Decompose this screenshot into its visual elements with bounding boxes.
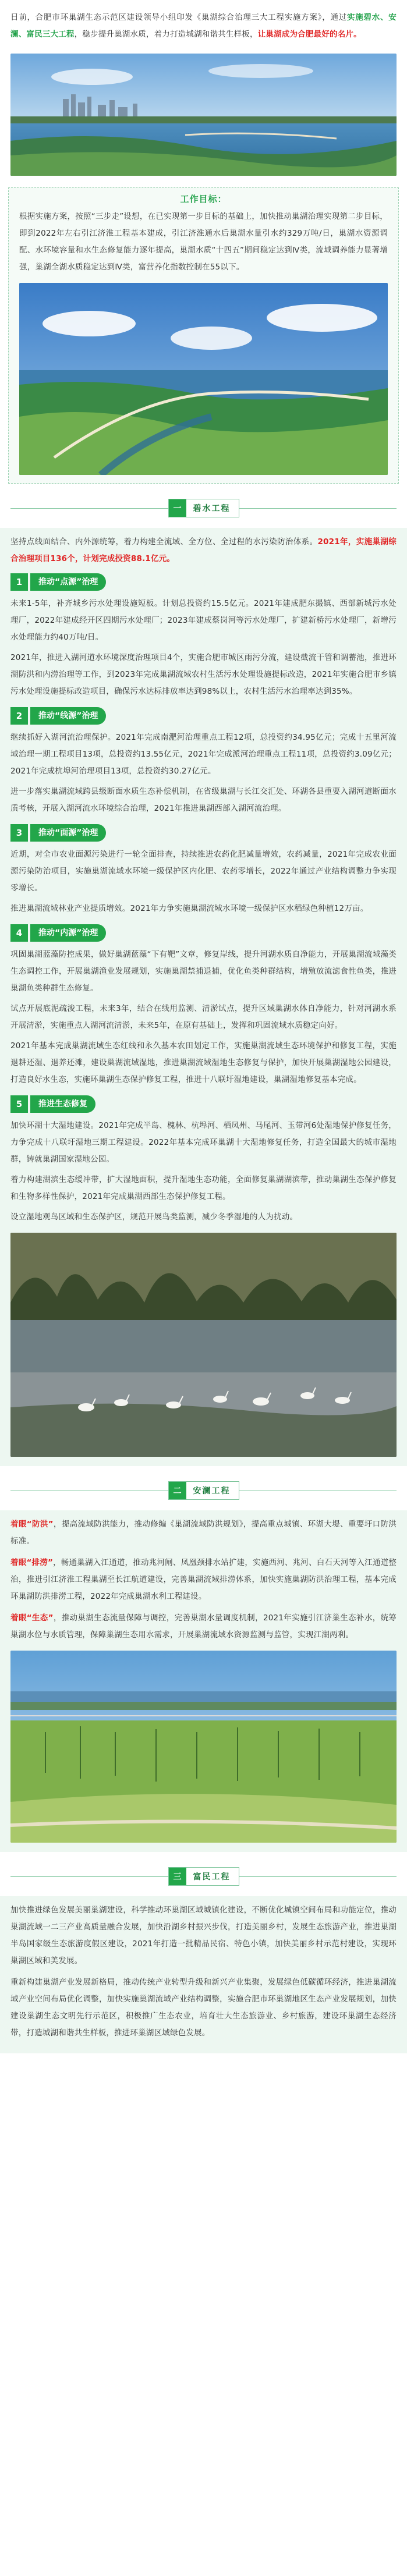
internal-source-paragraph-1: 巩固巢湖蓝藻防控成果，做好巢湖蓝藻“下有靶”文章，修复岸线，提升河湖水质自净能力，开展巢湖流域藻类生态调控工作，开展巢湖渔业发展规划，实施巢湖禁捕退捕，优化鱼类种群结构，增殖放流滤食性鱼类，推进巢湖鱼类种群生态修复。 (10, 950, 397, 993)
drainage-text: ，畅通巢湖入江通道，推动兆河闸、凤凰颈排水站扩建，实施西河、兆河、白石天河等入江通道整治，推进引江济淮工程巢湖至长江航道建设，完善巢湖流域排涝体系，加快实施巢湖防洪治理工程，基本完成环巢湖防洪排涝工程，2022年完成巢湖水利工程建设。 (10, 1558, 397, 1601)
lake-city-photo (10, 54, 397, 176)
section-divider-left (10, 508, 168, 509)
prosperity-paragraph-1: 加快推进绿色发展美丽巢湖建设，科学推动环巢湖区域城镇化建设，不断优化城镇空间布局和功能定位，推动巢湖流域一二三产业高质量融合发展，加快沿湖乡村振兴步伐，打造美丽乡村，发展生态旅游产业，推进巢湖半岛国家级生态旅游度假区建设，2021年打造一批精品民宿、特色小镇，加快美丽乡村示范村建设，实现环巢湖区域和美发展。 (10, 1906, 397, 1965)
subhead-point-source (10, 573, 397, 591)
section-3-badge (168, 1867, 239, 1886)
drainage-lead: 着眼“排涝” (10, 1558, 54, 1567)
embankment-illustration (10, 1651, 397, 1843)
section-1-header (10, 496, 397, 520)
work-goals-frame (8, 187, 399, 484)
subhead-internal-source (10, 924, 397, 942)
subhead-5-title: 推进生态修复 (30, 1095, 95, 1113)
intro-paragraph (10, 9, 397, 43)
section-3-header (10, 1865, 397, 1888)
subhead-2-number: 2 (10, 707, 28, 725)
subhead-5-number: 5 (10, 1095, 28, 1113)
intro-mid-text: ，稳步提升巢湖水质，着力打造城湖和谐共生样板， (74, 30, 258, 39)
intro-green-highlight: 实施碧水、安澜、富民三大工程 (10, 13, 397, 39)
section-divider-right (239, 1876, 397, 1877)
internal-source-paragraph-2: 试点开展底泥疏浚工程，未来3年，结合在线用监测、清淤试点，提升区域巢湖水体自净能力，针对河湖水系开展清淤，实施重点人湖河流清淤，未来5年，在原有基础上，发挥和巩固流域水质稳定向好。 (10, 1004, 397, 1030)
section-2-body (0, 1510, 407, 1852)
subhead-4-number: 4 (10, 924, 28, 942)
internal-source-paragraph-3: 2021年基本完成巢湖流域生态红线和永久基本农田划定工作，实施巢湖流域生态环境保护和修复工程，实施退耕还湿、退养还滩，建设巢湖流域湿地，推进巢湖流域湿地生态修复与保护，加快开展巢湖湿地公园建设，打造良好水生态，实施环巢湖生态保护修复工程，推进十八联圩湿地建设，巢湖湿地修复基本完成。 (10, 1041, 397, 1084)
ecology-paragraph (10, 1610, 397, 1644)
subhead-4-title: 推动“内源”治理 (30, 924, 106, 942)
eco-restoration-paragraph-3: 设立湿地观鸟区域和生态保护区，规范开展鸟类监测，减少冬季湿地的人为扰动。 (10, 1212, 298, 1222)
lake-city-illustration (10, 54, 397, 176)
wetland-aerial-photo (19, 283, 388, 475)
flood-control-text: ，提高流域防洪能力，推动修编《巢湖流域防洪规划》，提高重点城镇、环湖大堤、重要圩口防洪标准。 (10, 1520, 397, 1546)
section-1-number: 一 (169, 499, 186, 517)
wetland-aerial-illustration (19, 283, 388, 475)
line-source-paragraph-1: 继续抓好入湖河流治理保护。2021年完成南淝河治理重点工程12项，总投资约34.95亿元；完成十五里河流域治理一期工程项目13项，总投资约13.55亿元，2021年完成派河治理重点工程11项，总投资约3.09亿元；2021年完成杭埠河治理项目13项，总投资约30.27亿元。 (10, 733, 397, 776)
egrets-wetland-photo (10, 1233, 397, 1457)
area-source-paragraph-2: 推进巢湖流域林业产业提质增效。2021年力争实施巢湖流域水环境一级保护区水稻绿色种植12万亩。 (10, 904, 369, 913)
point-source-paragraph-1: 未来1-5年，补齐城乡污水处理设施短板。计划总投资约15.5亿元。2021年建成肥东撮镇、西部新城污水处理厂，2022年建成经开区四期污水处理厂；2023年建成蔡岗河等污水处理厂，扩建新桥污水处理厂，新增污水处理能力约40万吨/日。 (10, 599, 397, 642)
embankment-photo (10, 1651, 397, 1843)
drainage-paragraph (10, 1555, 397, 1605)
section-1-intro-highlight: 2021年，实施巢湖综合治理项目136个，计划完成投资88.1亿元。 (10, 537, 397, 563)
subhead-2-title: 推动“线源”治理 (30, 707, 106, 725)
section-3-number: 三 (169, 1868, 186, 1885)
flood-control-lead: 着眼“防洪” (10, 1520, 54, 1529)
section-2-header (10, 1479, 397, 1502)
section-2-badge (168, 1481, 239, 1500)
area-source-paragraph-1: 近期，对全市农业面源污染进行一轮全面排查，持续推进农药化肥减量增效，农药减量，2021年完成农业面源污染防治项目，实施巢湖流域水环境一级保护区内化肥、农药零增长，2022年通过产业结构调整力争实现零增长。 (10, 850, 397, 893)
section-2-number: 二 (169, 1482, 186, 1499)
section-1-body (0, 528, 407, 1466)
eco-restoration-paragraph-2: 着力构建湖滨生态缓冲带，扩大湿地面积，提升湿地生态功能，全面修复巢湖湖滨带，推动巢湖生态保护修复和生物多样性保护，2021年完成巢湖西部生态保护修复工程。 (10, 1175, 397, 1201)
subhead-1-number: 1 (10, 573, 28, 591)
subhead-eco-restoration (10, 1095, 397, 1113)
section-1-intro-text: 坚持点线面结合、内外源统筹，着力构建全流域、全方位、全过程的水污染防治体系。 (10, 537, 318, 547)
section-divider-right (239, 508, 397, 509)
egrets-wetland-illustration (10, 1233, 397, 1457)
section-divider-left (10, 1876, 168, 1877)
ecology-text: ，推动巢湖生态流量保障与调控，完善巢湖水量调度机制，2021年实施引江济巢生态补水，统筹巢湖水位与水质管理，保障巢湖生态用水需求，开展巢湖流域水资源监测与监管，实现江湖两利。 (10, 1613, 397, 1640)
subhead-3-title: 推动“面源”治理 (30, 824, 106, 842)
section-1-badge (168, 499, 239, 517)
point-source-paragraph-2: 2021年，推进入湖河道水环境深度治理项目4个，实施合肥市城区雨污分流，建设截流干管和调蓄池，推进环湖防洪和内涝治理等工作，到2023年完成巢湖流域农村生活污水处理设施提标改造，2021年实施合肥市乡镇污水处理设施提标改造项目，确保污水达标排放率达到98%以上，农村生活污水治理率达到35%。 (10, 653, 397, 696)
section-3-body (0, 1896, 407, 2053)
subhead-3-number: 3 (10, 824, 28, 842)
flood-control-paragraph (10, 1516, 397, 1550)
section-3-title: 富民工程 (193, 1872, 231, 1882)
line-source-paragraph-2: 进一步落实巢湖流域跨县级断面水质生态补偿机制，在省级巢湖与长江交汇处、环湖各县重要入湖河道断面水质考核，开展入湖河流水环境综合治理，2021年推进巢湖西部入湖河流治理。 (10, 787, 397, 813)
eco-restoration-paragraph-1: 加快环湖十大湿地建设。2021年完成半岛、槐林、杭埠河、栖凤州、马尾河、玉带河6处湿地保护修复任务，力争完成十八联圩湿地三期工程建设。2022年基本完成环巢湖十大湿地修复任务，打造全国最大的城市湿地群，铸就巢湖国家湿地公园。 (10, 1121, 397, 1164)
intro-lead-text: 日前，合肥市环巢湖生态示范区建设领导小组印发《巢湖综合治理三大工程实施方案》，通过 (10, 13, 347, 22)
work-goals-title: 工作目标： (180, 194, 227, 204)
work-goals-paragraph: 根据实施方案，按照“三步走”设想，在已实现第一步目标的基础上，加快推动巢湖治理实现第二步目标，即到2022年左右引江济淮工程基本建成，引江济淮通水后巢湖水量引水约329万吨/日，巢湖水资源调配、水环境容量和水生态修复能力逐年提高，巢湖水质“十四五”期间稳定达到Ⅳ类，流域调养能力显著增强，巢湖全湖水质稳定达到Ⅳ类，富营养化指数控制在55以下。 (19, 212, 388, 272)
ecology-lead: 着眼“生态” (10, 1613, 54, 1623)
intro-red-highlight: 让巢湖成为合肥最好的名片。 (257, 30, 362, 39)
prosperity-paragraph-2: 重新构建巢湖产业发展新格局，推动传统产业转型升级和新兴产业集聚，发展绿色低碳循环经济，推进巢湖流域产业空间布局优化调整，加快实施巢湖流域产业结构调整，实施合肥市环巢湖地区生态产业发展规划，加快建设巢湖生态文明先行示范区，积极推广生态农业，培育壮大生态旅游业、乡村旅游，建设环巢湖生态经济带，打造城湖和谐共生样板，推进环巢湖区域绿色发展。 (10, 1978, 397, 2038)
subhead-area-source (10, 824, 397, 842)
subhead-1-title: 推动“点源”治理 (30, 573, 106, 591)
subhead-line-source (10, 707, 397, 725)
section-2-title: 安澜工程 (193, 1486, 231, 1496)
section-1-title: 碧水工程 (193, 504, 231, 513)
section-1-intro (10, 534, 397, 567)
